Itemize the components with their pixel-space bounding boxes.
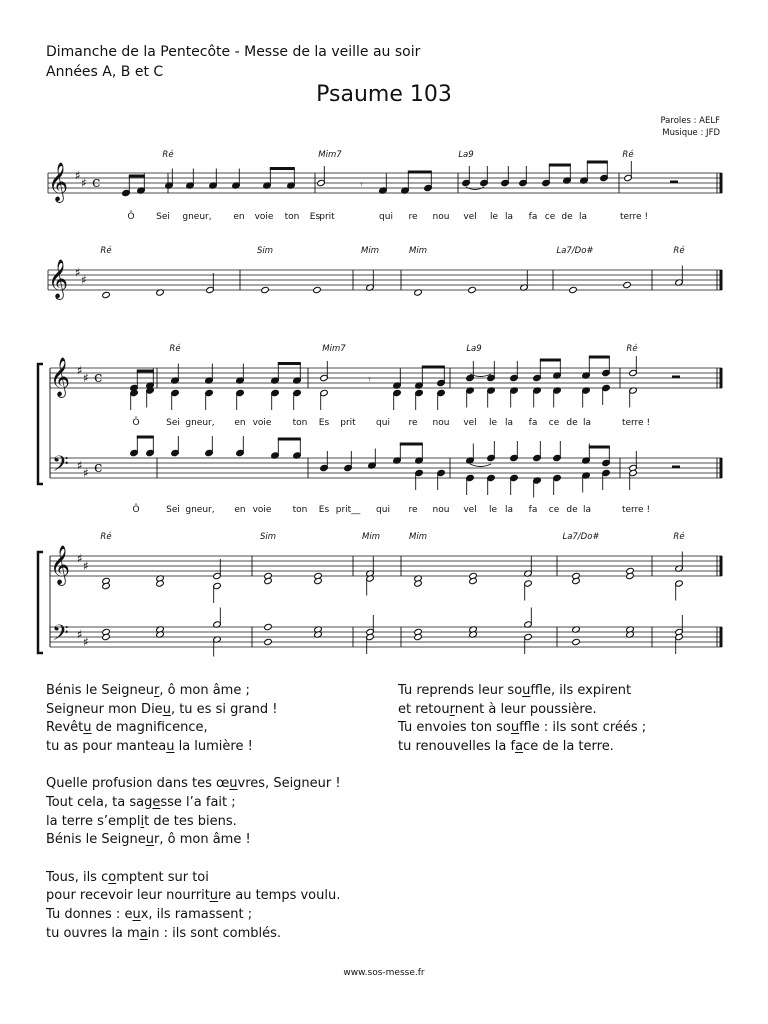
beam [549, 164, 571, 167]
lyric-syllable: Ô [132, 505, 140, 515]
final-barline [720, 627, 723, 647]
lyric-syllable: Sei [166, 505, 180, 515]
verse-line: tu renouvelles la face de la terre. [398, 739, 614, 755]
system-bracket [38, 552, 43, 653]
note-head [261, 286, 270, 293]
chord: Ré [673, 246, 685, 256]
final-barline [720, 458, 723, 478]
chord: Mim [362, 532, 380, 542]
lyric-syllable: gneur, [185, 418, 215, 428]
chord: Mim [409, 246, 427, 256]
sharp-icon: ♯ [77, 458, 83, 473]
lyric-syllable: ton [292, 505, 308, 515]
final-barline [720, 173, 723, 193]
lyric-syllable: la [504, 418, 514, 428]
eighth-rest: 𝄾 [368, 373, 371, 386]
lyric-syllable: de [561, 212, 573, 222]
beam [589, 446, 610, 449]
sharp-icon: ♯ [83, 466, 89, 480]
beam [129, 175, 145, 178]
lyric-syllable: qui [376, 418, 390, 428]
beam [589, 356, 610, 359]
lyric-syllable: re [408, 418, 418, 428]
note-head [102, 291, 111, 298]
lyric-syllable: la [582, 418, 592, 428]
lyric-syllable: prit [340, 418, 356, 428]
lyric-syllable: voie [254, 212, 274, 222]
chord: La9 [458, 150, 474, 160]
lyric-syllable: ce [548, 505, 560, 515]
note-head [313, 286, 322, 293]
verse-line: Bénis le Seigneur, ô mon âme ; [46, 683, 250, 698]
verse-stanza [46, 869, 341, 944]
lyric-syllable: de [566, 505, 578, 515]
lyric-syllable: voie [252, 418, 272, 428]
lyric-syllable: en [234, 418, 246, 428]
beam [278, 438, 301, 441]
chord: La7/Do# [556, 246, 594, 256]
lyric-syllable: prit [319, 212, 335, 222]
sharp-icon: ♯ [75, 265, 81, 280]
header-line-1: Dimanche de la Pentecôte - Messe de la veille au soir [46, 44, 421, 60]
chord: La9 [466, 344, 482, 354]
verse-line: Tu donnes : eux, ils ramassent ; [46, 907, 253, 923]
chord: Ré [100, 532, 112, 542]
beam [270, 167, 295, 170]
note-head [572, 638, 581, 645]
lyric-syllable: le [488, 505, 498, 515]
chord: Mim7 [318, 150, 342, 160]
lyric-syllable: nou [432, 418, 450, 428]
bass-clef: 𝄢 [52, 621, 69, 651]
lyric-syllable: terre ! [619, 212, 649, 222]
treble-clef: 𝄞 [48, 162, 69, 202]
half-rest [672, 376, 680, 379]
lyric-syllable: re [408, 212, 418, 222]
sharp-icon: ♯ [83, 635, 89, 649]
lyric-syllable: ce [548, 418, 560, 428]
lyric-syllable: le [489, 212, 499, 222]
sharp-icon: ♯ [83, 559, 89, 573]
half-rest [670, 181, 678, 184]
verse-line: Revêtu de magnificence, [46, 720, 208, 736]
lyric-syllable: la [504, 505, 514, 515]
treble-clef: 𝄞 [50, 545, 71, 585]
chord: Ré [100, 246, 112, 256]
eighth-rest: 𝄾 [360, 178, 363, 191]
verse-line: Tous, ils comptent sur toi [46, 869, 209, 885]
note-head [623, 281, 632, 288]
sharp-icon: ♯ [77, 363, 83, 378]
lyric-syllable: la [582, 505, 592, 515]
verse-line: et retournent à leur poussière. [398, 701, 597, 717]
lyric-syllable: nou [432, 505, 450, 515]
lyric-syllable: terre ! [621, 418, 651, 428]
final-barline [720, 556, 723, 576]
lyric-syllable: prit__ [335, 505, 361, 515]
verse-line: Seigneur mon Dieu, tu es si grand ! [46, 701, 278, 717]
header-line-2: Années A, B et C [46, 64, 164, 80]
chord: La7/Do# [562, 532, 600, 542]
treble-clef: 𝄞 [50, 357, 71, 397]
lyric-syllable: gneur, [185, 505, 215, 515]
tie [470, 464, 491, 467]
verses-left-column [46, 682, 341, 962]
note-head [569, 286, 578, 293]
lyric-syllable: la [504, 212, 514, 222]
lyric-syllable: fa [528, 418, 538, 428]
time-signature: c [94, 458, 103, 476]
beam [422, 366, 445, 369]
lyric-syllable: qui [379, 212, 393, 222]
verse-line: tu as pour manteau la lumière ! [46, 739, 253, 755]
note-head [468, 286, 477, 293]
lyric-syllable: la [578, 212, 588, 222]
chord: Mim [409, 532, 427, 542]
lyric-syllable: ton [284, 212, 300, 222]
chord: Ré [626, 344, 638, 354]
sharp-icon: ♯ [81, 176, 87, 190]
verse-line: Tout cela, ta sagesse l’a fait ; [46, 795, 236, 811]
final-barline [720, 368, 723, 388]
lyric-syllable: ton [292, 418, 308, 428]
sharp-icon: ♯ [77, 627, 83, 642]
lyric-syllable: nou [432, 212, 450, 222]
sharp-icon: ♯ [81, 273, 87, 287]
chord: Mim [361, 246, 379, 256]
lyric-syllable: ce [544, 212, 556, 222]
lyric-syllable: re [408, 505, 418, 515]
note-head [264, 623, 273, 630]
verse-stanza [46, 775, 341, 850]
verse-stanza [46, 682, 341, 757]
chord: Ré [622, 150, 634, 160]
lyric-syllable: fa [528, 505, 538, 515]
verse-line: pour recevoir leur nourriture au temps voulu. [46, 888, 341, 904]
lyric-syllable: Sei [156, 212, 170, 222]
beam [408, 171, 432, 174]
chord: Ré [162, 150, 174, 160]
verse-line: Quelle profusion dans tes œuvres, Seigneur ! [46, 776, 341, 792]
lyric-syllable: vel [463, 418, 477, 428]
credit-paroles: Paroles : AELF [660, 116, 720, 126]
verse-stanza [398, 682, 646, 757]
verses-right-column [398, 682, 646, 775]
lyric-syllable: Sei [166, 418, 180, 428]
lyric-syllable: voie [252, 505, 272, 515]
chord: Ré [673, 532, 685, 542]
half-rest [672, 466, 680, 469]
chord: Ré [169, 344, 181, 354]
lyric-syllable: gneur, [182, 212, 212, 222]
beam [137, 370, 154, 373]
beam [137, 436, 154, 439]
beam [587, 161, 608, 164]
lyric-syllable: fa [528, 212, 538, 222]
lyric-syllable: vel [463, 212, 477, 222]
sharp-icon: ♯ [75, 168, 81, 183]
verse-line: la terre s’emplit de tes biens. [46, 813, 237, 829]
sharp-icon: ♯ [77, 551, 83, 566]
footer-website: www.sos-messe.fr [343, 968, 425, 978]
system-bracket [38, 364, 43, 484]
lyric-syllable: Es [318, 505, 330, 515]
lyric-syllable: vel [463, 505, 477, 515]
lyric-syllable: terre ! [621, 505, 651, 515]
final-barline [720, 270, 723, 290]
beam [400, 443, 423, 446]
note-head [264, 638, 273, 645]
verse-line: Tu envoies ton souffle : ils sont créés ; [398, 720, 647, 736]
lyric-syllable: de [566, 418, 578, 428]
lyric-syllable: Es [318, 418, 330, 428]
time-signature: c [94, 368, 103, 386]
verse-line: tu ouvres la main : ils sont comblés. [46, 925, 282, 941]
chord: Mim7 [322, 344, 346, 354]
lyric-syllable: en [233, 212, 245, 222]
lyric-syllable: Es [309, 212, 321, 222]
beam [278, 362, 301, 365]
treble-clef: 𝄞 [48, 259, 69, 299]
chord: Sim [259, 532, 277, 542]
verse-line: Bénis le Seigneur, ô mon âme ! [46, 832, 251, 848]
page-title: Psaume 103 [316, 82, 452, 107]
time-signature: c [92, 173, 101, 191]
lyric-syllable: le [488, 418, 498, 428]
lyric-syllable: Ô [132, 418, 140, 428]
bass-clef: 𝄢 [52, 452, 69, 482]
lyric-syllable: en [234, 505, 246, 515]
lyric-syllable: qui [376, 505, 390, 515]
lyric-syllable: Ô [127, 212, 135, 222]
beam [540, 359, 561, 362]
verse-line: Tu reprends leur souffle, ils expirent [398, 683, 632, 698]
credit-musique: Musique : JFD [662, 128, 720, 138]
chord: Sim [256, 246, 274, 256]
sharp-icon: ♯ [83, 371, 89, 385]
